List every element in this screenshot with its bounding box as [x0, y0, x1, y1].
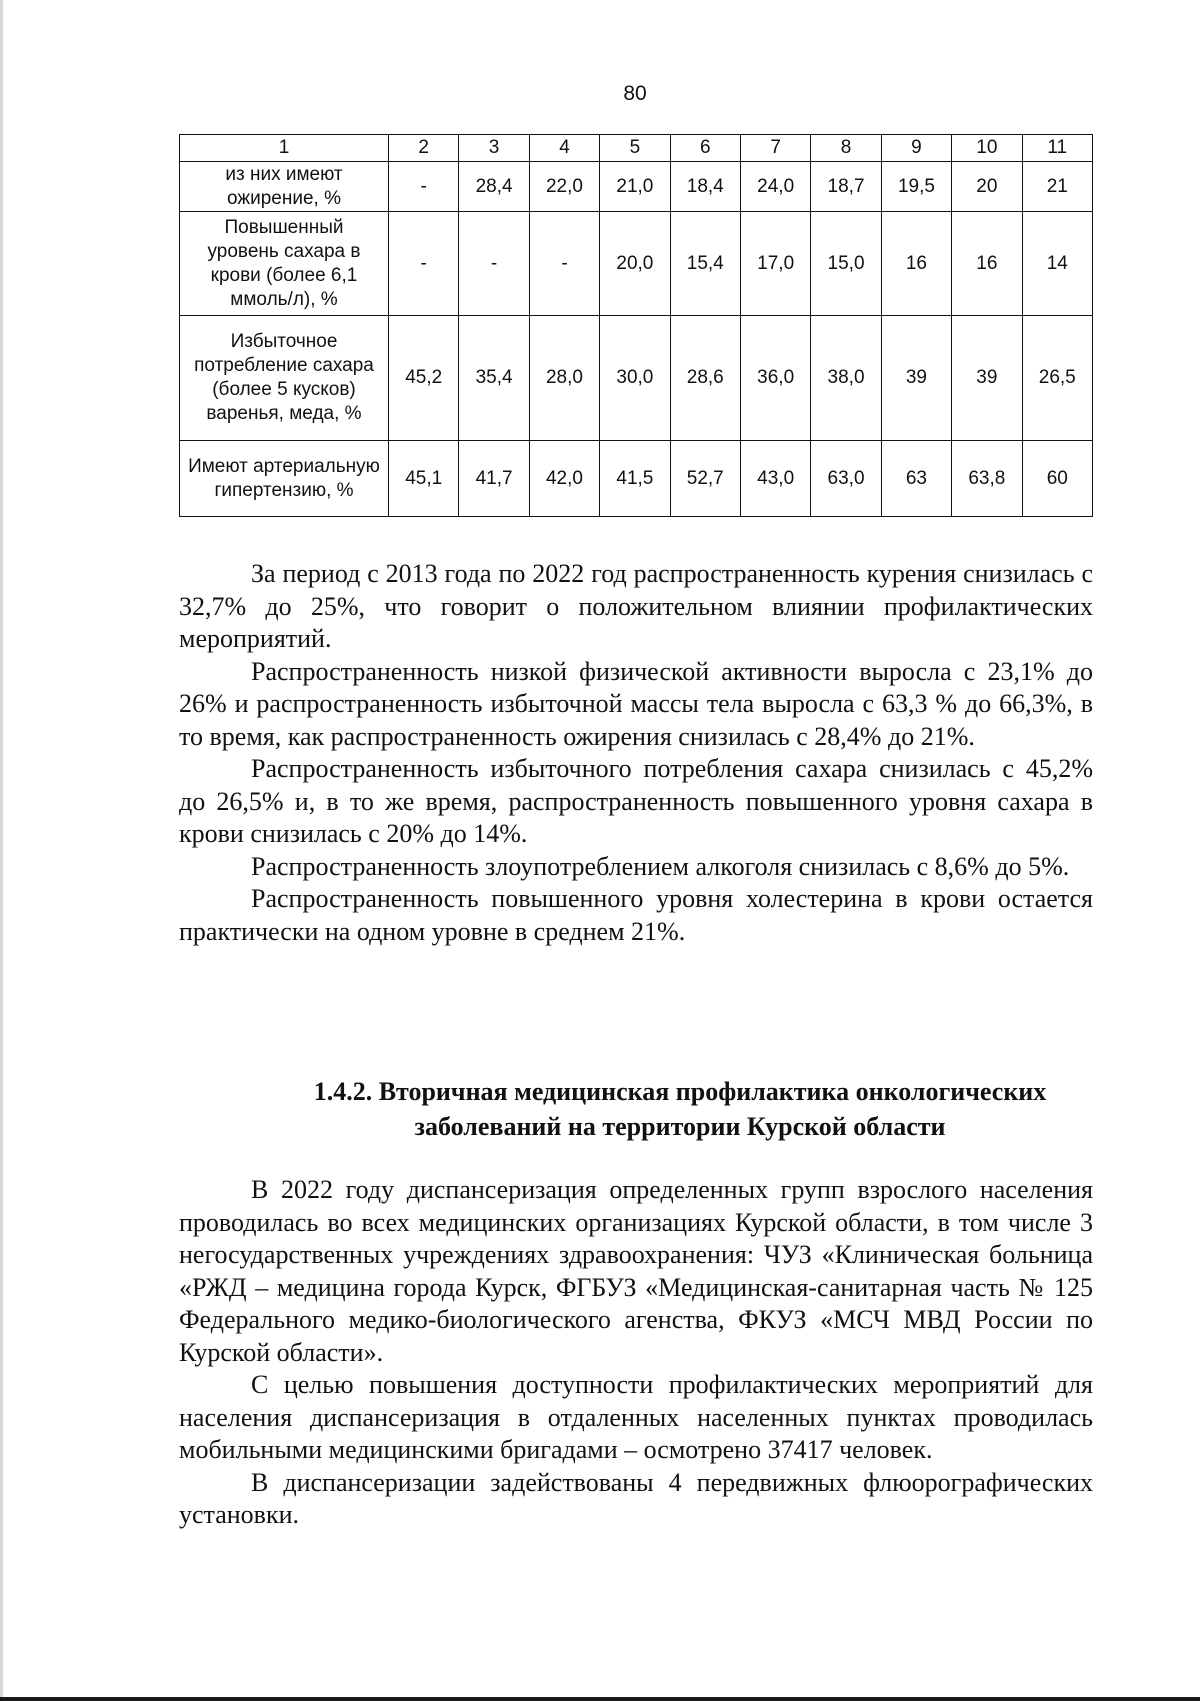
table-cell: 18,7 [811, 162, 881, 212]
table-cell: 15,0 [811, 212, 881, 316]
table-cell: 36,0 [740, 316, 810, 441]
table-cell: 43,0 [740, 441, 810, 517]
table-cell: 41,5 [600, 441, 670, 517]
table-cell: 45,2 [389, 316, 459, 441]
scan-edge-bottom [0, 1697, 1200, 1701]
table-header-cell: 11 [1022, 135, 1092, 162]
table-header-row [180, 135, 1093, 162]
paragraph: Распространенность низкой физической активности выросла с 23,1% до 26% и распространенность избыточной массы тела выросла с 63,3 % до 66,3%, в то время, как распространенность ожирения снизилась с 28,4% до 21%. [179, 656, 1093, 751]
page-number: 80 [623, 82, 647, 105]
table-header-cell: 2 [389, 135, 459, 162]
table-row [180, 316, 1093, 441]
row-label: Имеют артериальную гипертензию, % [180, 441, 389, 517]
table-cell: 39 [881, 316, 951, 441]
table-cell: 28,0 [529, 316, 599, 441]
data-table [179, 134, 1093, 517]
scan-edge-left [0, 0, 3, 1701]
table-cell: - [389, 162, 459, 212]
table-cell: - [389, 212, 459, 316]
row-label: из них имеют ожирение, % [180, 162, 389, 212]
table-cell: 41,7 [459, 441, 529, 517]
table-cell: 15,4 [670, 212, 740, 316]
table-cell: 19,5 [881, 162, 951, 212]
table-cell: 14 [1022, 212, 1092, 316]
table-cell: 21 [1022, 162, 1092, 212]
table-cell: 38,0 [811, 316, 881, 441]
table-row [180, 212, 1093, 316]
body-text [179, 558, 1093, 948]
table-cell: 26,5 [1022, 316, 1092, 441]
table-cell: 63 [881, 441, 951, 517]
table-cell: 63,0 [811, 441, 881, 517]
table-cell: 35,4 [459, 316, 529, 441]
table-cell: 20 [952, 162, 1022, 212]
table-cell: - [529, 212, 599, 316]
section-body-text [179, 1174, 1093, 1532]
paragraph: С целью повышения доступности профилактических мероприятий для населения диспансеризация в отдаленных населенных пунктах проводилась мобильными медицинскими бригадами – осмотрено 37417 человек. [179, 1370, 1093, 1464]
table-cell: - [459, 212, 529, 316]
table-header-cell: 6 [670, 135, 740, 162]
table-header-cell: 5 [600, 135, 670, 162]
table-cell: 24,0 [740, 162, 810, 212]
row-label: Избыточное потребление сахара (более 5 кусков) варенья, меда, % [180, 316, 389, 441]
paragraph: Распространенность избыточного потребления сахара снизилась с 45,2% до 26,5% и, в то же время, распространенность повышенного уровня сахара в крови снизилась с 20% до 14%. [179, 754, 1093, 848]
table-cell: 30,0 [600, 316, 670, 441]
table-cell: 42,0 [529, 441, 599, 517]
table-cell: 17,0 [740, 212, 810, 316]
table-row [180, 162, 1093, 212]
table-header-cell: 9 [881, 135, 951, 162]
table-cell: 16 [881, 212, 951, 316]
paragraph: В 2022 году диспансеризация определенных групп взрослого населения проводилась во всех медицинских организациях Курской области, в том числе 3 негосударственных учреждениях здравоохранения: ЧУЗ «Клиническая больница «РЖД – медицина города Курск, ФГБУЗ «Медицинская-санитарная часть № 125 Федерального медико-биологического агенства, ФКУЗ «МСЧ МВД России по Курской области». [179, 1175, 1093, 1367]
table-cell: 20,0 [600, 212, 670, 316]
row-label: Повышенный уровень сахара в крови (более 6,1 ммоль/л), % [180, 212, 389, 316]
paragraph: Распространенность злоупотреблением алкоголя снизилась с 8,6% до 5%. [251, 851, 1070, 881]
table-header-cell: 10 [952, 135, 1022, 162]
table-cell: 21,0 [600, 162, 670, 212]
table-row [180, 441, 1093, 517]
paragraph: За период с 2013 года по 2022 год распространенность курения снизилась с 32,7% до 25%, что говорит о положительном влиянии профилактических мероприятий. [179, 559, 1093, 653]
section-heading: 1.4.2. Вторичная медицинская профилактика онкологических заболеваний на территории Курской области [313, 1077, 1047, 1141]
table-cell: 52,7 [670, 441, 740, 517]
table-cell: 28,6 [670, 316, 740, 441]
table-cell: 60 [1022, 441, 1092, 517]
table-cell: 18,4 [670, 162, 740, 212]
table-header-cell: 3 [459, 135, 529, 162]
table-cell: 63,8 [952, 441, 1022, 517]
paragraph: В диспансеризации задействованы 4 передвижных флюорографических установки. [179, 1467, 1093, 1529]
table-cell: 16 [952, 212, 1022, 316]
table-cell: 22,0 [529, 162, 599, 212]
paragraph: Распространенность повышенного уровня холестерина в крови остается практически на одном уровне в среднем 21%. [179, 884, 1093, 946]
table-header-cell: 8 [811, 135, 881, 162]
table-header-cell: 1 [180, 135, 389, 162]
table-cell: 39 [952, 316, 1022, 441]
table-cell: 45,1 [389, 441, 459, 517]
table-header-cell: 7 [740, 135, 810, 162]
table-header-cell: 4 [529, 135, 599, 162]
table-cell: 28,4 [459, 162, 529, 212]
